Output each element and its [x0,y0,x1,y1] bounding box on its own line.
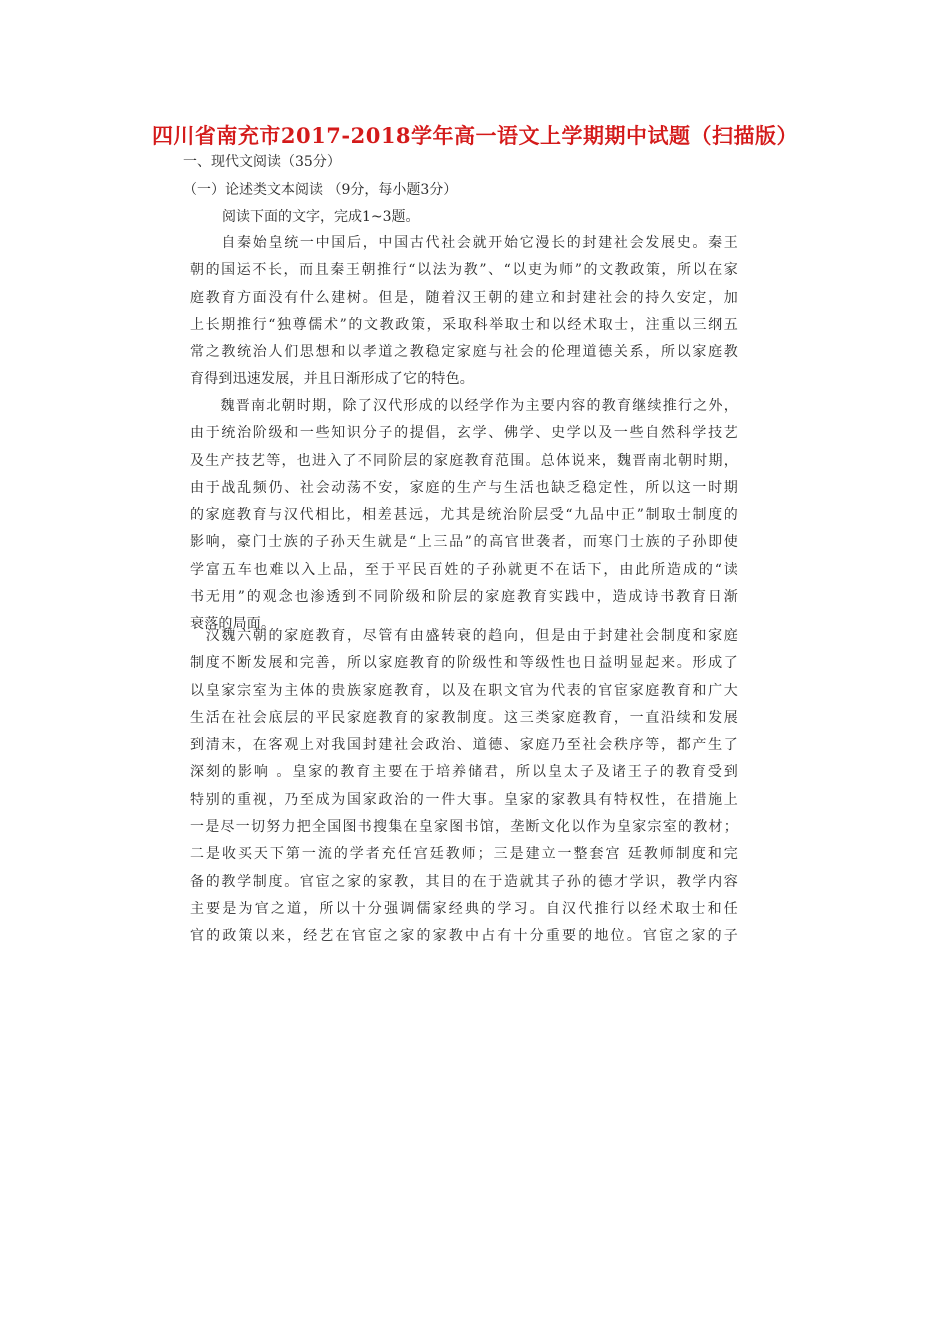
text-line: 书无用”的观念也渗透到不同阶级和阶层的家庭教育实践中，造成诗书教育日渐 [190,589,738,606]
paragraph-3 [190,623,738,951]
text-line: 官的政策以来，经艺在官宦之家的家教中占有十分重要的地位。官宦之家的子 [190,928,738,945]
text-line: 制度不断发展和完善，所以家庭教育的阶级性和等级性也日益明显起来。形成了 [190,655,738,672]
text-line: 常之教统治人们思想和以孝道之教稳定家庭与社会的伦理道德关系，所以家庭教 [190,344,738,361]
text-line: 育得到迅速发展，并且日渐形成了它的特色。 [190,371,474,388]
text-line: 衰落的局面。 [190,616,276,633]
text-line: 深刻的影响 。皇家的教育主要在于培养储君，所以皇太子及诸王子的教育受到 [190,764,738,781]
text-line: 及生产技艺等，也进入了不同阶层的家庭教育范围。总体说来，魏晋南北朝时期， [190,452,738,469]
text-line: 由于战乱频仍、社会动荡不安，家庭的生产与生活也缺乏稳定性，所以这一时期 [190,479,738,496]
section-heading: 一、现代文阅读（35分） [183,154,341,170]
document-title: 四川省南充市2017-2018学年高一语文上学期期中试题（扫描版） [151,123,799,148]
reading-instruction: 阅读下面的文字，完成1~3题。 [222,209,420,225]
paragraph-2 [190,393,738,639]
text-line: 影响，豪门士族的子孙天生就是“上三品”的高官世袭者，而寒门士族的子孙即使 [190,534,738,551]
text-line: 自秦始皇统一中国后，中国古代社会就开始它漫长的封建社会发展史。秦王 [190,235,738,251]
scanned-text-block [175,148,750,963]
text-line: 备的教学制度。官宦之家的家教，其目的在于造就其子孙的德才学识，教学内容 [190,873,738,890]
text-line: 庭教育方面没有什么建树。但是，随着汉王朝的建立和封建社会的持久安定，加 [190,289,738,306]
text-line: 到清末，在客观上对我国封建社会政治、道德、家庭乃至社会秩序等，都产生了 [190,737,738,754]
text-line: 主要是为官之道，所以十分强调儒家经典的学习。自汉代推行以经术取士和任 [190,900,738,917]
text-line: 的家庭教育与汉代相比，相差甚远，尤其是统治阶层受“九品中正”制取士制度的 [190,507,738,524]
text-line: 由于统治阶级和一些知识分子的提倡，玄学、佛学、史学以及一些自然科学技艺 [190,425,738,442]
text-line: 魏晋南北朝时期，除了汉代形成的以经学作为主要内容的教育继续推行之外， [190,398,738,414]
text-line: 二是收买天下第一流的学者充任宫廷教师；三是建立一整套宫 廷教师制度和完 [190,846,738,863]
text-line: 生活在社会底层的平民家庭教育的家教制度。这三类家庭教育，一直沿续和发展 [190,709,738,726]
text-line: 以皇家宗室为主体的贵族家庭教育，以及在职文官为代表的官宦家庭教育和广大 [190,682,738,699]
text-line: 一是尽一切努力把全国图书搜集在皇家图书馆，垄断文化以作为皇家宗室的教材； [190,819,738,836]
text-line: 学富五车也难以入上品，至于平民百姓的子孙就更不在话下，由此所造成的“读 [190,561,738,578]
text-line: 汉魏六朝的家庭教育，尽管有由盛转衰的趋向，但是由于封建社会制度和家庭 [190,628,738,644]
subsection-heading: （一）论述类文本阅读 （9分，每小题3分） [183,182,458,198]
text-line: 上长期推行“独尊儒术”的文教政策，采取科举取士和以经术取士，注重以三纲五 [190,316,738,333]
text-line: 特别的重视，乃至成为国家政治的一件大事。皇家的家教具有特权性，在措施上 [190,791,738,808]
paragraph-1 [190,230,738,394]
text-line: 朝的国运不长，而且秦王朝推行“以法为教”、“以吏为师”的文教政策，所以在家 [190,262,738,279]
